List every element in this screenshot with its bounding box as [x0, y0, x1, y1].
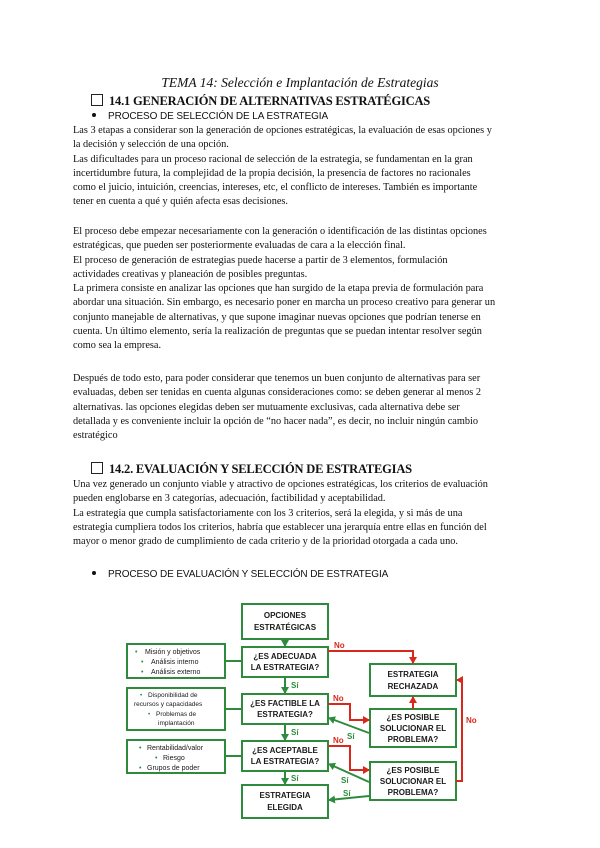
section-2-bullet-text: PROCESO DE EVALUACIÓN Y SELECCIÓN DE ESTRATEGIA — [108, 569, 389, 580]
text-line: mayor o menor grado de cumplimiento de cada criterio y de la prioridad otorgada a cada uno. — [73, 536, 458, 548]
solucionar2-line-2: SOLUCIONAR EL — [379, 777, 447, 786]
text-line: actividades creativas y planeación de posibles preguntas. — [73, 268, 308, 280]
text-line: como el juicio, intuición, creencias, intereses, etc, el conflicto de intereses. También es importante — [73, 182, 478, 194]
factible-line-2: ESTRATEGIA? — [257, 710, 313, 719]
opciones-line-1: OPCIONES — [263, 611, 307, 620]
adecuada-line-1: ¿ES ADECUADA — [253, 652, 317, 661]
text-line: Una vez generado un conjunto viable y atractivo de opciones estratégicas, los criterios de evaluación — [73, 479, 488, 490]
text-line: La primera consiste en analizar las opciones que han surgido de la etapa previa de formulación para — [73, 283, 484, 295]
solucionar1-line-1: ¿ES POSIBLE — [386, 713, 440, 722]
text-line: detallada y es conveniente incluir la opción de “no hacer nada”, es decir, no incluir ningún cambio — [73, 415, 479, 427]
solucionar-box-1 — [370, 709, 456, 747]
adecuada-line-2: LA ESTRATEGIA? — [250, 663, 320, 672]
no-label: No — [333, 694, 344, 703]
text-line: estratégico — [73, 430, 118, 442]
arrow — [328, 704, 369, 720]
section-1-bullet-text: PROCESO DE SELECCIÓN DE LA ESTRATEGIA — [108, 111, 329, 122]
text-line: como sea la empresa. — [73, 340, 162, 352]
text-line: El proceso de generación de estrategias puede hacerse a partir de 3 elementos, formulación — [73, 254, 448, 266]
criteria2-item-1a: Disponibilidad de — [148, 692, 198, 699]
text-line: El proceso debe empezar necesariamente con la generación o identificación de las distintas opciones — [73, 226, 487, 237]
criteria3-item-2: Riesgo — [163, 755, 185, 762]
elegida-box — [242, 785, 328, 818]
text-line: incertidumbre futura, la complejidad de la propia decisión, la presencia de factores no racionales — [73, 167, 471, 179]
elegida-line-2: ELEGIDA — [267, 803, 303, 812]
criteria1-item-1: Misión y objetivos — [145, 649, 201, 656]
elegida-line-1: ESTRATEGIA — [259, 791, 311, 800]
solucionar-box-2 — [370, 762, 456, 800]
no-label: No — [333, 736, 344, 745]
no-label: No — [466, 716, 477, 725]
criteria2-item-2a: Problemas de — [156, 711, 197, 718]
aceptable-line-1: ¿ES ACEPTABLE — [252, 746, 318, 755]
solucionar2-line-1: ¿ES POSIBLE — [386, 766, 440, 775]
text-line: conjunto manejable de alternativas, y que supone imaginar nuevas opciones que podrían tenerse en — [73, 311, 481, 323]
text-line: estrategia cumpliera todos los criterios, habría que establecer una jerarquía entre ellas en función del — [73, 521, 487, 533]
aceptable-box — [242, 741, 328, 771]
no-label: No — [334, 641, 345, 650]
text-line: Las dificultades para un proceso racional de selección de la estrategia, se fundamentan en la gran — [73, 153, 473, 165]
criteria-box-1 — [127, 644, 225, 678]
text-line: evaluadas, deben ser tenidas en cuenta algunas consideraciones como: se deben generar al menos 2 — [73, 387, 481, 399]
solucionar2-line-3: PROBLEMA? — [387, 788, 439, 797]
criteria1-item-2: Análisis interno — [151, 659, 199, 666]
yes-label: Sí — [291, 728, 299, 737]
bullet-icon: • — [141, 659, 144, 666]
criteria-box-2 — [127, 688, 225, 730]
criteria3-item-3: Grupos de poder — [147, 765, 200, 772]
criteria2-item-2b: implantación — [158, 720, 195, 727]
text-line: Después de todo esto, para poder considerar que tenemos un buen conjunto de alternativas para ser — [73, 373, 481, 384]
opciones-line-2: ESTRATÉGICAS — [253, 623, 317, 632]
rechazada-line-2: RECHAZADA — [387, 682, 439, 691]
text-line: Las 3 etapas a considerar son la generación de opciones estratégicas, la evaluación de esas opciones y — [73, 125, 492, 136]
opciones-box — [242, 604, 328, 639]
section-2-heading-text: 14.2. EVALUACIÓN Y SELECCIÓN DE ESTRATEGIAS — [109, 462, 412, 476]
text-line: cuenta. Un último elemento, sería la realización de preguntas que se puedan intentar resolver según — [73, 326, 482, 338]
adecuada-box — [242, 647, 328, 677]
criteria-box-3 — [127, 740, 225, 773]
factible-box — [242, 694, 328, 724]
yes-label: Sí — [347, 732, 355, 741]
criteria3-item-1: Rentabilidad/valor — [147, 745, 204, 752]
text-line: abordar una situación. Sin embargo, es necesario poner en marcha un proceso creativo para generar un — [73, 297, 496, 309]
text-line: pueden englobarse en 3 categorías, adecuación, factibilidad y aceptabilidad. — [73, 493, 386, 505]
yes-label: Sí — [291, 681, 299, 690]
bullet-icon: • — [135, 649, 138, 656]
text-line: La estrategia que cumpla satisfactoriamente con los 3 criterios, será la elegida, y si más de una — [73, 507, 463, 519]
factible-line-1: ¿ES FACTIBLE LA — [250, 699, 320, 708]
text-line: estratégicas, que pueden ser posteriormente evaluadas de cara a la elección final. — [73, 240, 406, 252]
solucionar1-line-3: PROBLEMA? — [387, 735, 439, 744]
bullet-icon: • — [148, 711, 151, 718]
solucionar1-line-2: SOLUCIONAR EL — [379, 724, 447, 733]
text-line: alternativas. las opciones elegidas deben ser mutuamente exclusivas, cada alternativa debe ser — [73, 401, 460, 413]
yes-label: Sí — [291, 774, 299, 783]
bullet-icon: • — [141, 669, 144, 676]
criteria1-item-3: Análisis externo — [151, 669, 201, 676]
rechazada-line-1: ESTRATEGIA — [387, 670, 439, 679]
yes-label: Sí — [341, 776, 349, 785]
bullet-icon: • — [155, 755, 158, 762]
criteria2-item-1b: recursos y capacidades — [134, 701, 203, 708]
yes-label: Sí — [343, 789, 351, 798]
text-line: tener en cuenta a qué y quién afecta esas decisiones. — [73, 196, 288, 208]
document-title: TEMA 14: Selección e Implantación de Estrategias — [161, 75, 439, 90]
aceptable-line-2: LA ESTRATEGIA? — [250, 757, 320, 766]
rechazada-box — [370, 664, 456, 696]
arrow — [328, 651, 413, 663]
section-1-heading-text: 14.1 GENERACIÓN DE ALTERNATIVAS ESTRATÉGICAS — [109, 94, 431, 108]
bullet-icon: • — [139, 765, 142, 772]
bullet-icon: • — [140, 692, 143, 699]
bullet-icon: • — [139, 745, 142, 752]
text-line: la decisión y selección de una opción. — [73, 139, 229, 151]
